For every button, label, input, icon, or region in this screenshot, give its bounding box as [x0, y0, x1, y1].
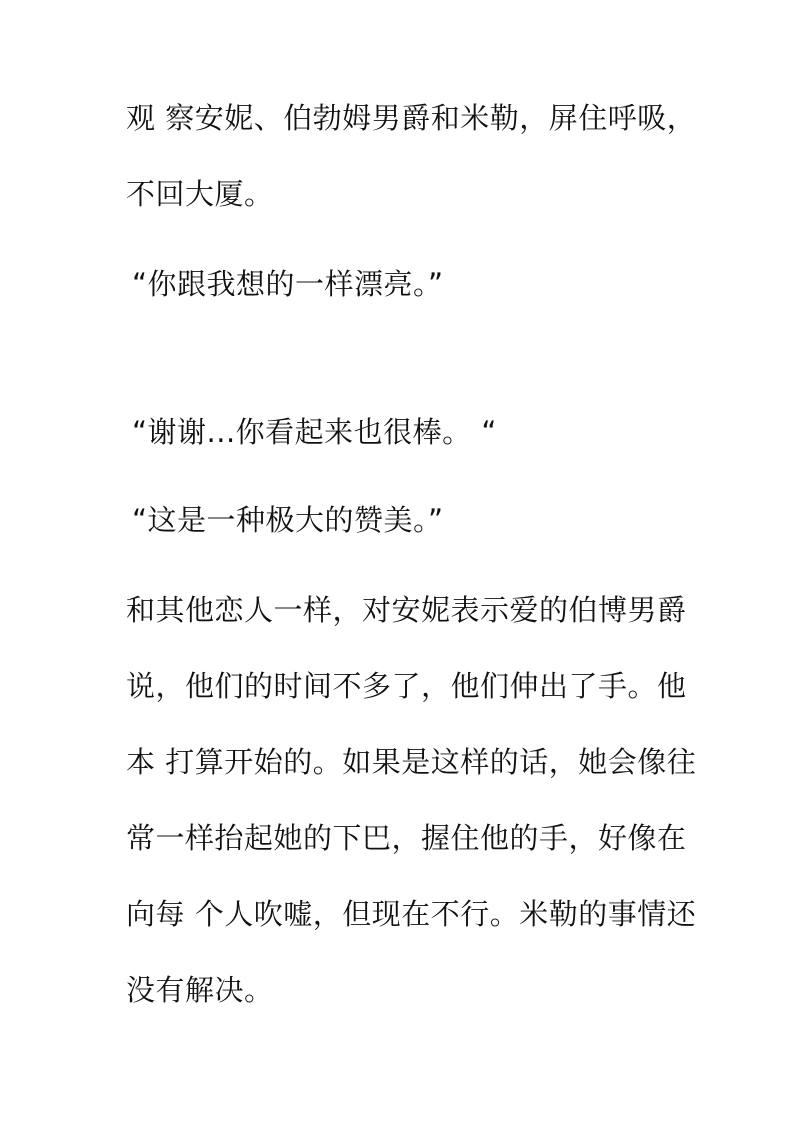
text-line-4: 说，他们的时间不多了，他们伸出了手。他 [126, 669, 687, 703]
text-line-5: 本 打算开始的。如果是这样的话，她会像往 [126, 745, 697, 779]
text-line-1: 观 察安妮、伯勃姆男爵和米勒，屏住呼吸， [126, 101, 697, 135]
dialogue-line-3: “这是一种极大的赞美。” [132, 503, 444, 537]
text-line-2: 不回大厦。 [126, 177, 274, 211]
dialogue-line-2: “谢谢...你看起来也很棒。 “ [132, 415, 497, 449]
text-line-8: 没有解决。 [126, 973, 274, 1007]
text-line-3: 和其他恋人一样，对安妮表示爱的伯博男爵 [126, 593, 687, 627]
dialogue-line-1: “你跟我想的一样漂亮。” [132, 267, 444, 301]
text-line-7: 向每 个人吹嘘，但现在不行。米勒的事情还 [126, 897, 697, 931]
text-line-6: 常一样抬起她的下巴，握住他的手，好像在 [126, 821, 687, 855]
